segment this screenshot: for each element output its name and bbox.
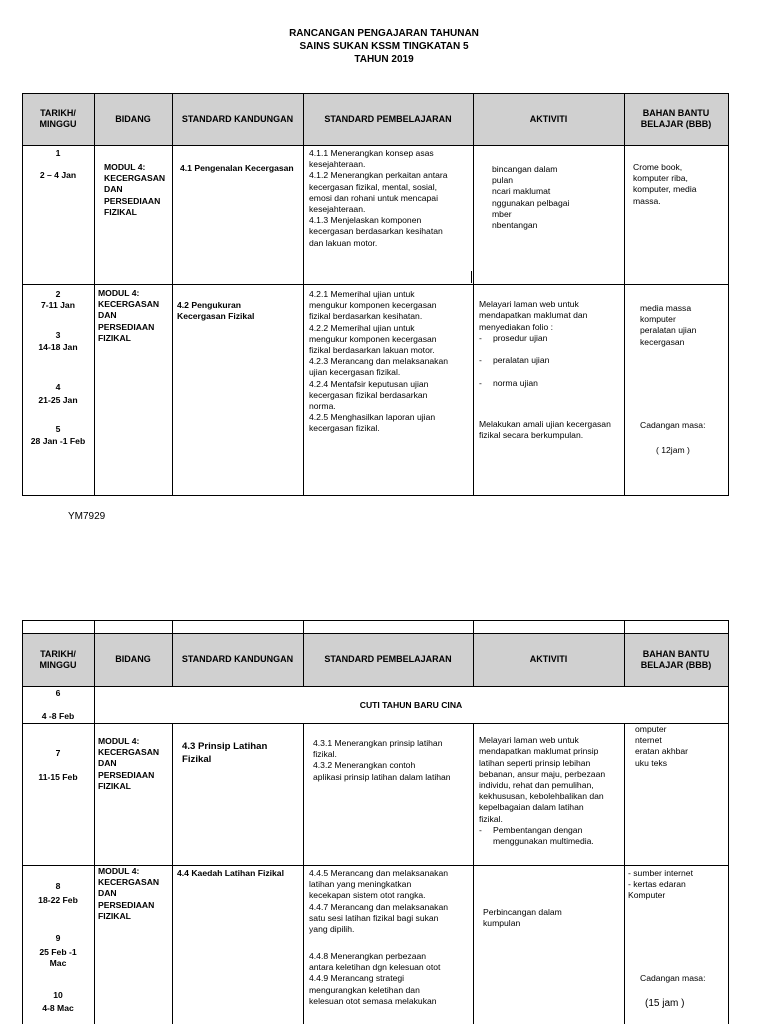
- table-1-border: [728, 93, 729, 496]
- header-bidang: BIDANG: [115, 654, 151, 664]
- header-standard-pembelajaran: STANDARD PEMBELAJARAN: [324, 654, 452, 664]
- bidang-cell: MODUL 4: KECERGASAN DAN PERSEDIAAN FIZIKAL: [98, 866, 160, 921]
- table-2-border: [303, 723, 304, 1024]
- standard-kandungan-cell: 4.4 Kaedah Latihan Fizikal: [177, 868, 284, 878]
- standard-pembelajaran-cell: 4.3.1 Menerangkan prinsip latihan fizikal. 4.3.2 Menerangkan contoh aplikasi prinsip latihan dalam latihan: [313, 738, 451, 782]
- bidang-cell: MODUL 4: KECERGASAN DAN PERSEDIAAN FIZIKAL: [104, 162, 166, 217]
- table-2-border: [728, 620, 729, 1024]
- bbb-cell: - sumber internet - kertas edaran Komputer: [628, 868, 693, 901]
- week-number: 9: [55, 933, 61, 943]
- standard-kandungan-cell: 4.1 Pengenalan Kecergasan: [180, 163, 294, 173]
- week-date: 18-22 Feb: [38, 895, 78, 905]
- aktiviti-intro: Melayari laman web untuk mendapatkan maklumat prinsip latihan seperti prinsip lebihan bebanan, ansur maju, perbezaan individu, rehat dan pemulihan, kekhususan, kebolehbalikan dan kepelbagaian dalam latihan fizikal.: [479, 735, 606, 824]
- table-1-border: [303, 93, 304, 496]
- cadangan-masa-value: ( 12jam ): [656, 445, 690, 455]
- table-2-border: [22, 686, 729, 687]
- week-date: 2 – 4 Jan: [39, 170, 77, 180]
- header-tarikh: TARIKH/ MINGGU: [39, 108, 77, 129]
- bbb-cell: Crome book, komputer riba, komputer, media massa.: [633, 162, 697, 206]
- header-aktiviti: AKTIVITI: [529, 654, 568, 664]
- header-bbb: BAHAN BANTU BELAJAR (BBB): [640, 648, 712, 670]
- list-item: - norma ujian: [479, 377, 538, 388]
- title-line-1: RANCANGAN PENGAJARAN TAHUNAN: [289, 28, 479, 39]
- cell-artifact: [471, 271, 472, 283]
- header-standard-kandungan: STANDARD KANDUNGAN: [181, 654, 294, 664]
- table-1-border: [172, 93, 173, 496]
- table-2-border: [22, 620, 729, 621]
- header-bbb: BAHAN BANTU BELAJAR (BBB): [640, 108, 712, 129]
- header-aktiviti: AKTIVITI: [529, 113, 568, 124]
- holiday-label: CUTI TAHUN BARU CINA: [359, 700, 463, 710]
- week-number: 5: [55, 424, 61, 434]
- standard-pembelajaran-cell: 4.4.5 Merancang dan melaksanakan latihan yang meningkatkan kecekapan sistem otot rangka. 4.4.7 Merancang dan melaksanakan satu sesi latihan fizikal bagi sukan yang dipilih.: [309, 868, 449, 935]
- list-item: - prosedur ujian: [479, 332, 548, 343]
- table-1-border: [94, 93, 95, 496]
- week-date: 14-18 Jan: [38, 342, 78, 352]
- week-date: 4-8 Mac: [42, 1003, 74, 1013]
- week-date: 25 Feb -1 Mac: [39, 947, 77, 969]
- aktiviti-outro: Melakukan amali ujian kecergasan fizikal secara berkumpulan.: [479, 419, 611, 441]
- week-date: 28 Jan -1 Feb: [30, 436, 86, 446]
- page-code: YM7929: [68, 511, 106, 522]
- week-number: 6: [55, 688, 61, 698]
- header-bidang: BIDANG: [115, 113, 151, 124]
- header-standard-kandungan: STANDARD KANDUNGAN: [181, 113, 294, 124]
- plan-table-1: [22, 93, 729, 496]
- bbb-cell: omputer nternet eratan akhbar uku teks: [635, 724, 689, 768]
- cadangan-masa-label: Cadangan masa:: [640, 973, 706, 983]
- cadangan-masa-label: Cadangan masa:: [640, 420, 706, 430]
- standard-kandungan-cell: 4.2 Pengukuran Kecergasan Fizikal: [177, 300, 255, 322]
- standard-pembelajaran-cell: 4.1.1 Menerangkan konsep asas kesejahteraan. 4.1.2 Menerangkan perkaitan antara kecergasan fizikal, mental, sosial, emosi dan rohani untuk mencapai kesejahteraan. 4.1.3 Menjelaskan komponen kecergasan berdasarkan kesihatan dan lakuan motor.: [309, 148, 448, 248]
- header-standard-pembelajaran: STANDARD PEMBELAJARAN: [324, 113, 452, 124]
- week-number: 1: [55, 148, 61, 158]
- week-number: 10: [53, 990, 63, 1000]
- plan-table-2: [22, 620, 729, 1024]
- list-item: - peralatan ujian: [479, 355, 550, 366]
- bidang-cell: MODUL 4: KECERGASAN DAN PERSEDIAAN FIZIKAL: [98, 736, 160, 791]
- aktiviti-cell: [479, 288, 627, 442]
- aktiviti-cell: Perbincangan dalam kumpulan: [483, 907, 562, 929]
- week-date: 4 -8 Feb: [41, 711, 75, 721]
- table-2-border: [172, 723, 173, 1024]
- header-tarikh: TARIKH/ MINGGU: [39, 648, 77, 670]
- week-date: 7-11 Jan: [41, 300, 75, 310]
- standard-pembelajaran-cell: 4.2.1 Memerihal ujian untuk mengukur komponen kecergasan fizikal berdasarkan kesihatan. 4.2.2 Memerihal ujian untuk mengukur komponen kecergasan fizikal berdasarkan lakuan motor. 4.2.3 Merancang dan melaksanakan ujian kecergasan fizikal. 4.2.4 Mentafsir keputusan ujian kecergasan fizikal berdasarkan norma. 4.2.5 Menghasilkan laporan ujian kecergasan fizikal.: [309, 289, 449, 434]
- list-item: - Pembentangan dengan menggunakan multimedia.: [479, 824, 594, 847]
- cadangan-masa-value: (15 jam ): [645, 998, 685, 1009]
- bidang-cell: MODUL 4: KECERGASAN DAN PERSEDIAAN FIZIKAL: [98, 288, 160, 343]
- week-date: 11-15 Feb: [38, 772, 78, 782]
- bbb-cell: media massa komputer peralatan ujian kecergasan: [640, 303, 697, 347]
- table-2-border: [473, 723, 474, 1024]
- week-number: 8: [55, 881, 61, 891]
- title-line-2: SAINS SUKAN KSSM TINGKATAN 5: [299, 41, 469, 52]
- table-1-border: [22, 495, 729, 496]
- aktiviti-intro: Melayari laman web untuk mendapatkan maklumat dan menyediakan folio :: [479, 299, 588, 332]
- title-line-3: TAHUN 2019: [354, 54, 414, 65]
- table-1-border: [22, 145, 729, 146]
- document-title: [0, 27, 768, 66]
- aktiviti-cell: [479, 724, 629, 858]
- week-number: 3: [55, 330, 61, 340]
- standard-pembelajaran-cell: 4.4.8 Menerangkan perbezaan antara keletihan dgn kelesuan otot 4.4.9 Merancang strategi mengurangkan keletihan dan kelesuan otot semasa melakukan: [309, 951, 441, 1006]
- week-number: 7: [55, 748, 61, 758]
- aktiviti-cell: bincangan dalam pulan ncari maklumat nggunakan pelbagai mber nbentangan: [492, 164, 570, 231]
- week-date: 21-25 Jan: [38, 395, 78, 405]
- week-number: 2: [55, 289, 61, 299]
- standard-kandungan-cell: 4.3 Prinsip Latihan Fizikal: [182, 741, 268, 765]
- week-number: 4: [55, 382, 61, 392]
- table-1-border: [22, 284, 729, 285]
